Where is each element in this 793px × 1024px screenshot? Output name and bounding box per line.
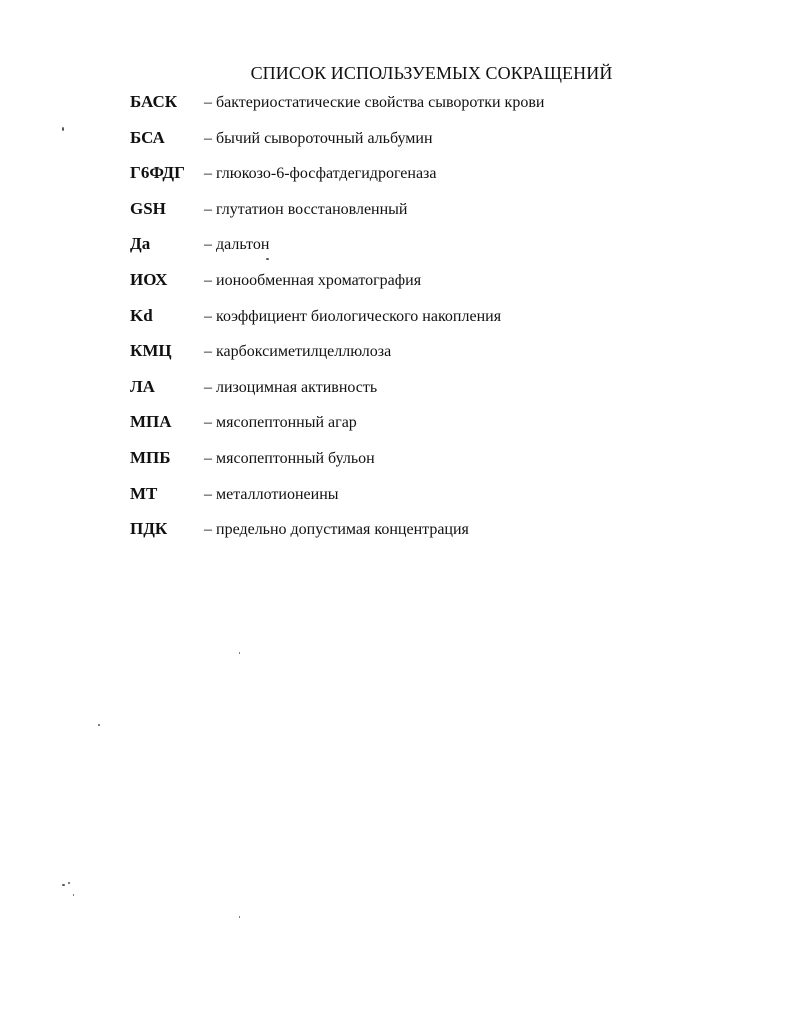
abbreviation-definition: – предельно допустимая концентрация — [204, 521, 469, 539]
list-item — [130, 447, 730, 483]
abbreviation-term: КМЦ — [130, 341, 172, 361]
scan-speck — [266, 258, 269, 260]
list-item — [130, 376, 730, 412]
scan-speck — [73, 894, 74, 896]
abbreviation-definition: – глутатион восстановленный — [204, 200, 408, 218]
abbreviation-definition: – ионообменная хроматография — [204, 271, 422, 289]
abbreviation-term: ПДК — [130, 519, 168, 539]
abbreviation-term: МТ — [130, 483, 158, 503]
abbreviation-definition: – бактериостатические свойства сыворотки крови — [204, 94, 545, 111]
abbreviation-definition: – лизоцимная активность — [204, 378, 378, 396]
abbreviation-definition: – карбоксиметилцеллюлоза — [204, 343, 392, 361]
list-item — [130, 233, 730, 269]
abbreviation-definition: – дальтон — [204, 236, 270, 254]
scan-speck — [239, 916, 240, 918]
list-item — [130, 483, 730, 519]
list-item — [130, 198, 730, 234]
abbreviation-definition: – мясопептонный бульон — [204, 449, 375, 467]
abbreviation-definition: – глюкозо-6-фосфатдегидрогеназа — [204, 165, 437, 183]
list-item — [130, 411, 730, 447]
abbreviation-term: Kd — [130, 305, 153, 325]
abbreviation-term: ИОХ — [130, 269, 168, 289]
list-item — [130, 127, 730, 163]
abbreviation-term: БСА — [130, 127, 165, 147]
scan-speck — [62, 127, 64, 131]
list-item — [130, 340, 730, 376]
list-item — [130, 91, 730, 127]
list-item — [130, 305, 730, 341]
list-item — [130, 162, 730, 198]
abbreviation-definition: – бычий сывороточный альбумин — [204, 129, 433, 147]
abbreviation-term: Да — [130, 234, 151, 254]
abbreviation-definition: – металлотионеины — [204, 485, 339, 503]
list-item — [130, 269, 730, 305]
abbreviation-list — [130, 91, 730, 554]
abbreviation-term: ЛА — [130, 376, 155, 396]
abbreviation-definition: – мясопептонный агар — [204, 414, 357, 432]
abbreviation-term: Г6ФДГ — [130, 163, 185, 183]
scan-speck — [68, 882, 70, 884]
scan-speck — [62, 884, 65, 886]
abbreviation-term: МПБ — [130, 447, 171, 467]
list-item — [130, 518, 730, 554]
scan-speck — [98, 724, 100, 726]
page-title: СПИСОК ИСПОЛЬЗУЕМЫХ СОКРАЩЕНИЙ — [250, 63, 613, 83]
abbreviation-term: МПА — [130, 412, 172, 432]
scan-speck — [239, 652, 240, 654]
abbreviation-term: БАСК — [130, 92, 178, 111]
abbreviation-term: GSH — [130, 198, 166, 218]
abbreviation-definition: – коэффициент биологического накопления — [204, 307, 502, 325]
